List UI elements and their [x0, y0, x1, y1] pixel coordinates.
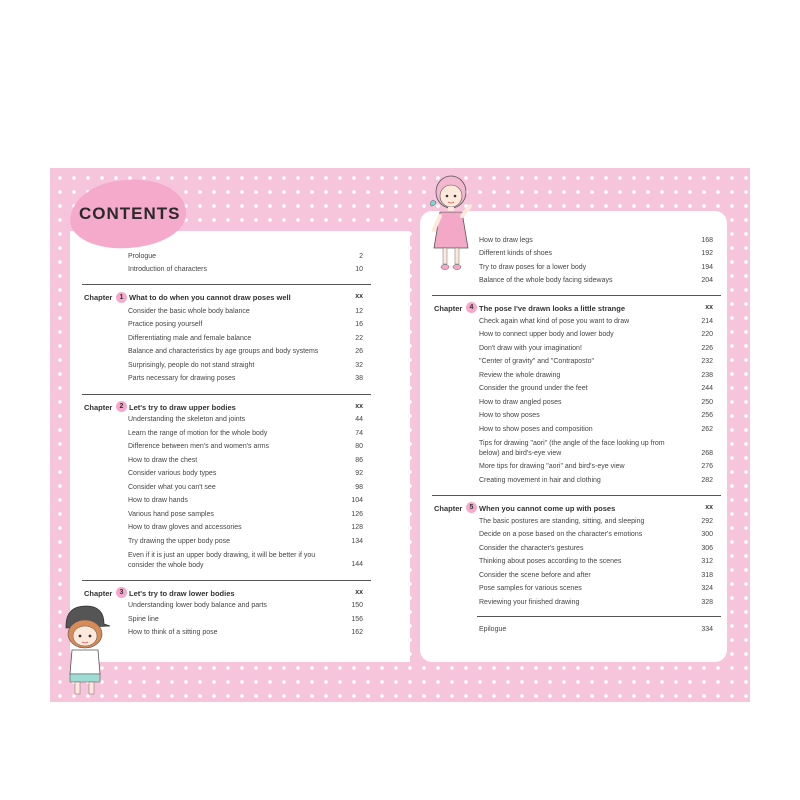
toc-entry: Different kinds of shoes — [479, 250, 553, 257]
toc-entry: Understanding the skeleton and joints — [128, 416, 246, 423]
toc-page: 220 — [701, 331, 713, 338]
toc-page: 12 — [355, 308, 363, 315]
toc-entry: Decide on a pose based on the character's emotions — [479, 531, 643, 538]
toc-page: 262 — [701, 426, 713, 433]
chapter-1-title: What to do when you cannot draw poses well — [129, 293, 291, 302]
toc-page: 168 — [701, 237, 713, 244]
toc-page-epilogue: 334 — [701, 626, 713, 633]
toc-entry: Don't draw with your imagination! — [479, 345, 582, 352]
toc-entry: How to draw gloves and accessories — [128, 524, 242, 531]
toc-entry: How to draw legs — [479, 237, 533, 244]
toc-page: 324 — [701, 585, 713, 592]
toc-entry: Tips for drawing "aori" (the angle of the face looking up from below) and bird's-eye view — [479, 440, 665, 457]
chapter-4-rule — [432, 295, 721, 296]
toc-page: 250 — [701, 399, 713, 406]
toc-page: 162 — [351, 629, 363, 636]
toc-page: 328 — [701, 599, 713, 606]
toc-page: 232 — [701, 358, 713, 365]
chapter-4-number-badge: 4 — [466, 302, 477, 313]
toc-page: 192 — [701, 250, 713, 257]
toc-page: 16 — [355, 321, 363, 328]
toc-page: 104 — [351, 497, 363, 504]
toc-entry: Surprisingly, people do not stand straight — [128, 362, 255, 369]
toc-entry: Even if it is just an upper body drawing, it will be better if you consider the whole body — [128, 552, 316, 569]
toc-page: 312 — [701, 558, 713, 565]
chapter-5-number-badge: 5 — [466, 502, 477, 513]
toc-entry: Practice posing yourself — [128, 321, 203, 328]
toc-entry: How to show poses and composition — [479, 426, 593, 433]
toc-page: 194 — [701, 264, 713, 271]
page-title: CONTENTS — [79, 204, 181, 223]
toc-entry-epilogue: Epilogue — [479, 626, 507, 633]
toc-entry: Balance of the whole body facing sideways — [479, 277, 613, 284]
chapter-3-title: Let's try to draw lower bodies — [129, 589, 235, 598]
toc-page: 92 — [355, 470, 363, 477]
chapter-1-rule — [82, 284, 371, 285]
toc-page: 126 — [351, 511, 363, 518]
toc-entry: Consider the character's gestures — [479, 545, 584, 552]
toc-entry: Thinking about poses according to the scenes — [479, 558, 622, 565]
epilogue-rule — [477, 616, 721, 617]
toc-page: 74 — [355, 430, 363, 437]
chapter-2-title: Let's try to draw upper bodies — [129, 403, 236, 412]
toc-page: 214 — [701, 318, 713, 325]
toc-page: 26 — [355, 348, 363, 355]
toc-page: 238 — [701, 372, 713, 379]
toc-page: 128 — [351, 524, 363, 531]
toc-entry: Reviewing your finished drawing — [479, 599, 580, 606]
toc-entry: Consider the scene before and after — [479, 572, 591, 579]
toc-page: 134 — [351, 538, 363, 545]
toc-entry: Difference between men's and women's arms — [128, 443, 270, 450]
chapter-3-number-badge: 3 — [116, 587, 127, 598]
toc-entry: Parts necessary for drawing poses — [128, 375, 236, 382]
toc-page: 306 — [701, 545, 713, 552]
chapter-4-title: The pose I've drawn looks a little strange — [479, 304, 625, 313]
toc-entry: How to think of a sitting pose — [128, 629, 218, 636]
toc-entry: Balance and characteristics by age groups and body systems — [128, 348, 319, 355]
toc-entry: Consider the basic whole body balance — [128, 308, 250, 315]
chapter-2-page: xx — [355, 403, 363, 410]
toc-entry: Pose samples for various scenes — [479, 585, 582, 592]
toc-entry: Try drawing the upper body pose — [128, 538, 231, 545]
toc-page: 318 — [701, 572, 713, 579]
toc-page: 156 — [351, 616, 363, 623]
chapter-5-rule — [432, 495, 721, 496]
toc-entry: How to connect upper body and lower body — [479, 331, 614, 338]
toc-page: 300 — [701, 531, 713, 538]
chapter-5-label: Chapter — [434, 504, 463, 513]
toc-entry: Various hand pose samples — [128, 511, 214, 518]
toc-entry: How to draw the chest — [128, 457, 198, 464]
chapter-2-rule — [82, 394, 371, 395]
toc-entry: How to draw hands — [128, 497, 188, 504]
toc-page: 244 — [701, 385, 713, 392]
toc-entry: Check again what kind of pose you want to draw — [479, 318, 630, 325]
chapter-4-page: xx — [705, 304, 713, 311]
toc-entry: Try to draw poses for a lower body — [479, 264, 587, 271]
chapter-2-number-badge: 2 — [116, 401, 127, 412]
toc-entry-introduction: Introduction of characters — [128, 266, 207, 273]
toc-entry: How to show poses — [479, 412, 540, 419]
toc-entry: Consider various body types — [128, 470, 217, 477]
toc-entry: Spine line — [128, 616, 159, 623]
chapter-1-page: xx — [355, 293, 363, 300]
toc-entry-prologue: Prologue — [128, 253, 157, 260]
toc-page: 98 — [355, 484, 363, 491]
girl-in-pink-dress-illustration — [424, 170, 478, 272]
toc-entry: Understanding lower body balance and parts — [128, 602, 267, 609]
chapter-1-number-badge: 1 — [116, 292, 127, 303]
toc-entry: Creating movement in hair and clothing — [479, 477, 601, 484]
toc-entry: Differentiating male and female balance — [128, 335, 252, 342]
toc-page: 256 — [701, 412, 713, 419]
toc-page: 292 — [701, 518, 713, 525]
toc-entry: Consider what you can't see — [128, 484, 216, 491]
toc-entry: How to draw angled poses — [479, 399, 562, 406]
kid-with-cap-illustration — [58, 602, 112, 700]
toc-page: 150 — [351, 602, 363, 609]
chapter-4-label: Chapter — [434, 304, 463, 313]
chapter-3-label: Chapter — [84, 589, 113, 598]
chapter-3-rule — [82, 580, 371, 581]
toc-entry: More tips for drawing "aori" and bird's-eye view — [479, 463, 625, 470]
toc-page: 282 — [701, 477, 713, 484]
toc-page: 144 — [351, 561, 363, 568]
toc-page: 38 — [355, 375, 363, 382]
toc-page-introduction: 10 — [355, 266, 363, 273]
toc-page: 44 — [355, 416, 363, 423]
toc-page: 226 — [701, 345, 713, 352]
chapter-5-title: When you cannot come up with poses — [479, 504, 616, 513]
toc-entry: Consider the ground under the feet — [479, 385, 588, 392]
toc-page: 80 — [355, 443, 363, 450]
toc-page: 204 — [701, 277, 713, 284]
toc-page: 22 — [355, 335, 363, 342]
toc-page-prologue: 2 — [359, 253, 363, 260]
chapter-1-label: Chapter — [84, 293, 113, 302]
toc-page: 276 — [701, 463, 713, 470]
toc-entry: Review the whole drawing — [479, 372, 561, 379]
toc-page: 32 — [355, 362, 363, 369]
toc-entry: "Center of gravity" and "Contraposto" — [479, 358, 594, 365]
chapter-2-label: Chapter — [84, 403, 113, 412]
toc-entry: The basic postures are standing, sitting, and sleeping — [479, 518, 645, 525]
chapter-5-page: xx — [705, 504, 713, 511]
toc-page: 268 — [701, 450, 713, 457]
chapter-3-page: xx — [355, 589, 363, 596]
toc-entry: Learn the range of motion for the whole body — [128, 430, 268, 437]
toc-page: 86 — [355, 457, 363, 464]
